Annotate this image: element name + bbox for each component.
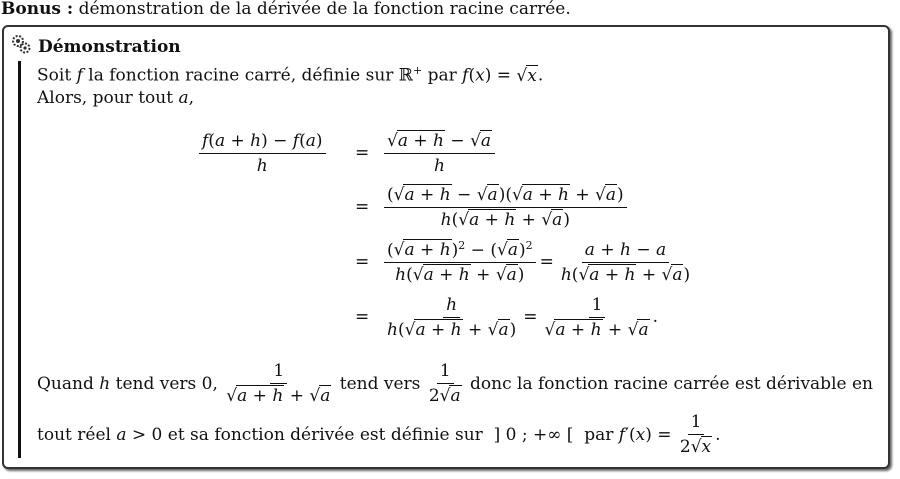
box-header [10,33,181,60]
equation-row-3: = $\frac{(√a + h)^2 - (√a)^2}{h(√a + h + √a)}$ = $\frac{a + h - a}{h(√a + h + √a)}$ [355,238,691,286]
demonstration-box [2,25,890,469]
bonus-text: démonstration de la dérivée de la fonction racine carrée. [78,0,571,19]
conclusion-line-1: Quand h tend vers 0, $\frac{1}{√a + h + √a}$ tend vers $\frac{1}{2√a}$ donc la fonction racine carrée est dérivable en [37,361,873,406]
line-definition: Soit f la fonction racine carré, définie sur ℝ+ par f(x) = √x. [37,64,544,86]
line-forall: Alors, pour tout a, [37,88,195,108]
bonus-label: Bonus : [1,0,74,19]
equation-row-1: $\frac{f(a + h) - f(a)}{h}$ = $\frac{√a + h - √a}{h}$ [199,128,849,178]
box-title: Démonstration [38,36,181,57]
conclusion-line-2: tout réel a > 0 et sa fonction dérivée est définie sur ] 0 ; +∞ [ par f ′( x ) = $\frac{1}{2√x}$ . [37,412,721,457]
equation-row-4: = $\frac{h}{h(√a + h + √a)}$ = $\frac{1}{√a + h + √a}$ . [355,294,658,340]
gears-icon [10,33,32,60]
equation-row-2: = $\frac{(√a + h - √a)(√a + h + √a)}{h(√a + h + √a)}$ [199,179,849,235]
left-rule [18,61,21,458]
interval: ] 0 ; +∞ [ [493,424,574,445]
bonus-heading [1,0,571,19]
